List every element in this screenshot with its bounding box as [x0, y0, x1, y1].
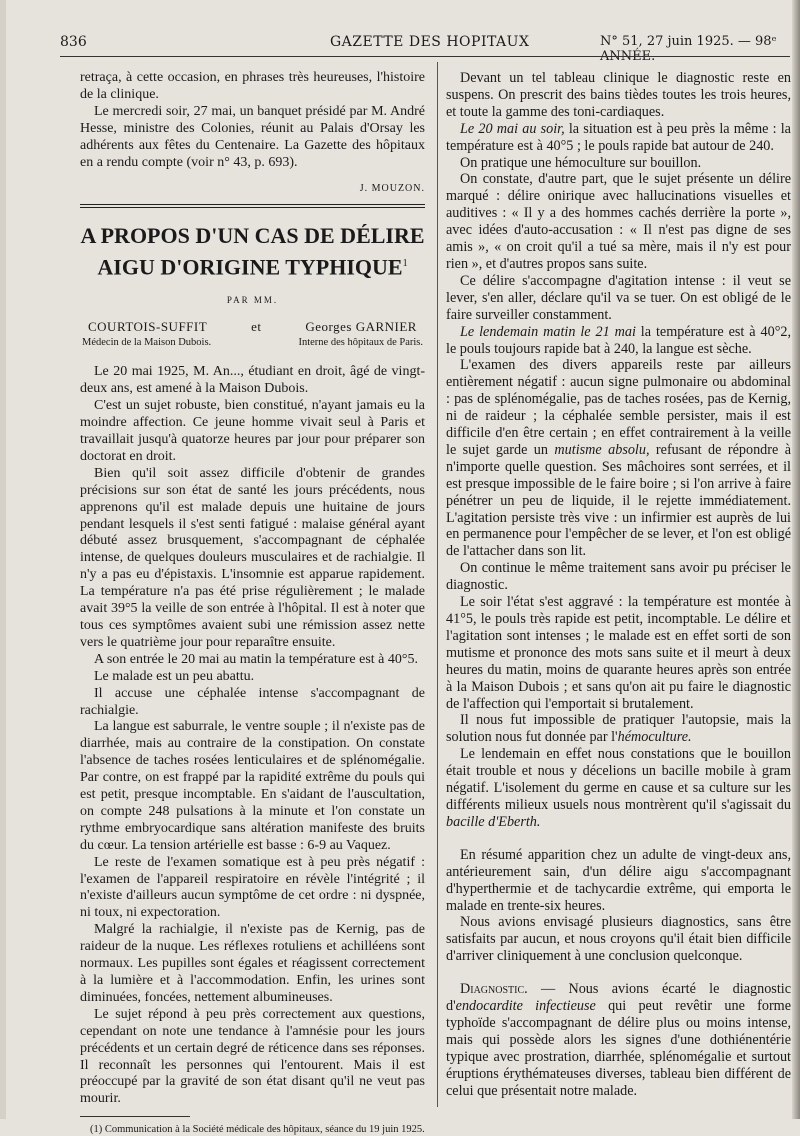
- body-paragraph: On continue le même traitement sans avoir pu préciser le diagnostic.: [446, 560, 791, 594]
- body-paragraph: Le soir l'état s'est aggravé : la température est montée à 41°5, le pouls très rapide est petit, incomptable. Le délire et l'agitation sont intenses ; le malade est en effet sorti de son mutisme et prononce des mots sans suite et il meurt à deux heures du matin, moins de quarante heures après son entrée à la Maison Dubois ; et sans qu'on ait pu faire le diagnostic de l'affection qui l'emportait si brutalement.: [446, 594, 791, 712]
- issue-info: N° 51, 27 juin 1925. — 98ᵉ ANNÉE.: [600, 34, 777, 64]
- body-paragraph: Le malade est un peu abattu.: [94, 668, 255, 684]
- date-lead: Le lendemain matin le 21 mai: [460, 323, 636, 340]
- body-paragraph: Nous avions envisagé plusieurs diagnostics, sans être satisfaits par aucun, et nous croyons qu'il était bien difficile d'arriver cliniquement à une conclusion quelconque.: [446, 914, 791, 965]
- intro-paragraph-2: Le mercredi soir, 27 mai, un banquet présidé par M. André Hesse, ministre des Colonies, réunit au Palais d'Orsay les adhérents aux fêtes du Centenaire. La Gazette des hôpitaux en a rendu compte (voir n° 43, p. 693).: [80, 103, 425, 170]
- right-column: [446, 70, 791, 1099]
- body-paragraph: On constate, d'autre part, que le sujet présente un délire marqué : délire onirique avec hallucinations visuelles et auditives : « Il y a des hommes cachés derrière la porte », avec idées d'auto-accusation : « Il n'est pas digne de ses amis », « on croit qu'il a tué sa mère, mais il n'y est pour rien », et d'autres propos sans suite.: [446, 171, 791, 272]
- paragraph-gap: [446, 831, 791, 847]
- footnote-rule: [80, 1116, 190, 1117]
- left-column: [80, 70, 425, 1136]
- body-paragraph: L'examen des divers appareils reste par ailleurs entièrement négatif : aucun signe pulmonaire ou abdominal : pas de splénomégalie, pas de taches rosées, pas de Kernig, ni de raideur ; la céphalée semble persister, mais il est difficile d'en être certain ; en effet contrairement à la veille le sujet garde un mutisme absolu, refusant de répondre à n'importe quelle question. Ses mâchoires sont serrées, et il est presque impossible de le faire boire ; si l'on arrive à faire pénétrer un peu de liquide, il le rejette immédiatement. L'agitation persiste très vive : un infirmier est auprès de lui en permanence pour l'empêcher de se lever, et l'on est obligé de l'attacher dans son lit.: [446, 357, 791, 560]
- body-paragraph: Il accuse une céphalée intense s'accompagnant de rachialgie.: [80, 685, 425, 718]
- column-divider: [437, 62, 438, 1107]
- affiliation-1: Médecin de la Maison Dubois.: [82, 337, 212, 349]
- body-paragraph: Le 20 mai au soir, la situation est à peu près la même : la température est à 40°5 ; le pouls rapide bat autour de 240.: [446, 120, 791, 154]
- affiliations-line: [80, 335, 425, 352]
- running-title: GAZETTE DES HOPITAUX: [330, 34, 530, 50]
- intro-paragraph-1: retraça, à cette occasion, en phrases très heureuses, l'histoire de la clinique.: [80, 70, 425, 102]
- body-paragraph: A son entrée le 20 mai au matin la température est à 40°5.: [94, 651, 418, 667]
- author-1: COURTOIS-SUFFIT: [88, 318, 208, 334]
- section-lead: Diagnostic.: [460, 981, 528, 998]
- article-title-text: A PROPOS D'UN CAS DE DÉLIRE AIGU D'ORIGINE TYPHIQUE: [80, 223, 425, 280]
- page-left-edge: [0, 0, 6, 1119]
- body-paragraph: Le lendemain matin le 21 mai la température est à 40°2, le pouls toujours rapide bat à 240, la langue est sèche.: [446, 323, 792, 357]
- body-paragraph: Devant un tel tableau clinique le diagnostic reste en suspens. On prescrit des bains tièdes toutes les trois heures, et toute la gamme des toni-cardiaques.: [446, 70, 791, 120]
- body-paragraph: On pratique une hémoculture sur bouillon.: [460, 154, 702, 171]
- page-header: [0, 0, 800, 64]
- section-rule: [80, 204, 425, 208]
- date-lead: Le 20 mai au soir,: [460, 120, 565, 137]
- body-paragraph: Bien qu'il soit assez difficile d'obtenir de grandes précisions sur son état de santé les jours précédents, nous apprenons qu'il est malade depuis une huitaine de jours pendant lesquels il s'est senti fatigué : malaise général ayant débuté assez brusquement, s'accompagnant de céphalée intense, de quelques douleurs musculaires et de rachialgie. Il n'y a pas eu d'épistaxis. L'insomnie est apparue rapidement. La température n'a pas été prise régulièrement ; le malade avait 39°5 la veille de son entrée à l'hôpital. Il est à noter que tous ces symptômes avaient subi une rémission assez nette vers le quatrième jour pour reparaître ensuite.: [80, 465, 425, 650]
- affiliation-2: Interne des hôpitaux de Paris.: [298, 337, 423, 349]
- footnote: (1) Communication à la Société médicale des hôpitaux, séance du 19 juin 1925.: [90, 1124, 425, 1136]
- author-join: et: [251, 318, 262, 334]
- header-rule: [60, 56, 790, 57]
- diagnostic-paragraph: Diagnostic. — Nous avions écarté le diagnostic d'endocardite infectieuse qui peut revêtir une forme typhoïde s'accompagnant de délire plus ou moins intense, mais qui possède alors les signes d'une dothiénentérie typique avec prostration, diarrhée, splénomégalie et surtout éruptions érythémateuses diverses, tableau bien différent de celui que présentait notre malade.: [446, 981, 791, 1099]
- byline-par: PAR MM.: [226, 294, 279, 305]
- binding-edge: [792, 0, 800, 1119]
- body-paragraph: La langue est saburrale, le ventre souple ; il n'existe pas de diarrhée, mais au contraire de la constipation. On constate l'absence de taches rosées lenticulaires et de splénomégalie. Par contre, on est frappé par la rapidité extrême du pouls qui est petit, presque incomptable. En s'aidant de l'auscultation, on compte 248 pulsations à la minute et l'on constate un rythme embryocardique sans altération manifeste des bruits du cœur. La tension artérielle est basse : 6-9 au Vaquez.: [80, 719, 425, 853]
- paragraph-gap: [446, 965, 791, 981]
- body-paragraph: Malgré la rachialgie, il n'existe pas de Kernig, pas de raideur de la nuque. Les réflexes rotuliens et achilléens sont normaux. Les pupilles sont égales et réagissent correctement à la lumière et à l'accommodation. Enfin, les urines sont diminuées, foncées, nettement albumineuses.: [80, 922, 425, 1005]
- authors-line: [80, 319, 425, 336]
- body-paragraph: Ce délire s'accompagne d'agitation intense : il veut se lever, s'en aller, déclare qu'il va se tuer. On est obligé de le faire surveiller constamment.: [446, 272, 791, 323]
- article-title: [80, 222, 425, 281]
- body-paragraph: C'est un sujet robuste, bien constitué, n'ayant jamais eu la moindre affection. Ce jeune homme vivait seul à Paris et travaillait jusqu'à quatorze heures par jour pour préparer son doctorat en droit.: [80, 398, 425, 464]
- summary-paragraph: En résumé apparition chez un adulte de vingt-deux ans, antérieurement sain, d'un délire aigu s'accompagnant d'hyperthermie et de tachycardie extrême, qui emporta le malade en trente-six heures.: [446, 846, 791, 914]
- body-paragraph: Il nous fut impossible de pratiquer l'autopsie, mais la solution nous fut donnée par l'hémoculture.: [446, 712, 791, 746]
- signature: J. MOUZON.: [359, 183, 425, 195]
- author-2: Georges GARNIER: [305, 318, 417, 334]
- body-paragraph: Le 20 mai 1925, M. An..., étudiant en droit, âgé de vingt-deux ans, est amené à la Maison Dubois.: [80, 364, 425, 397]
- body-paragraph: Le sujet répond à peu près correctement aux questions, cependant on note une tendance à l'amnésie pour les jours précédents et un certain degré de réticence dans ses réponses. Il reconnaît les personnes qui l'entourent. Mais il est préoccupé par la gravité de son état disant qu'il ne veut pas mourir.: [80, 1006, 425, 1107]
- body-paragraph: Le lendemain en effet nous constations que le bouillon était trouble et nous y décelions un bacille mobile à gram négatif. L'isolement du germe en cause et sa culture sur les différents milieux usuels nous montrèrent qu'il s'agissait du bacille d'Eberth.: [446, 746, 791, 830]
- page-number: 836: [60, 34, 87, 50]
- body-paragraph: Le reste de l'examen somatique est à peu près négatif : l'examen de l'appareil respiratoire en révèle l'intégrité ; il n'existe d'ailleurs aucun symptôme de cet ordre : ni dyspnée, ni toux, ni expectoration.: [80, 854, 425, 921]
- title-footnote-mark: 1: [402, 258, 408, 270]
